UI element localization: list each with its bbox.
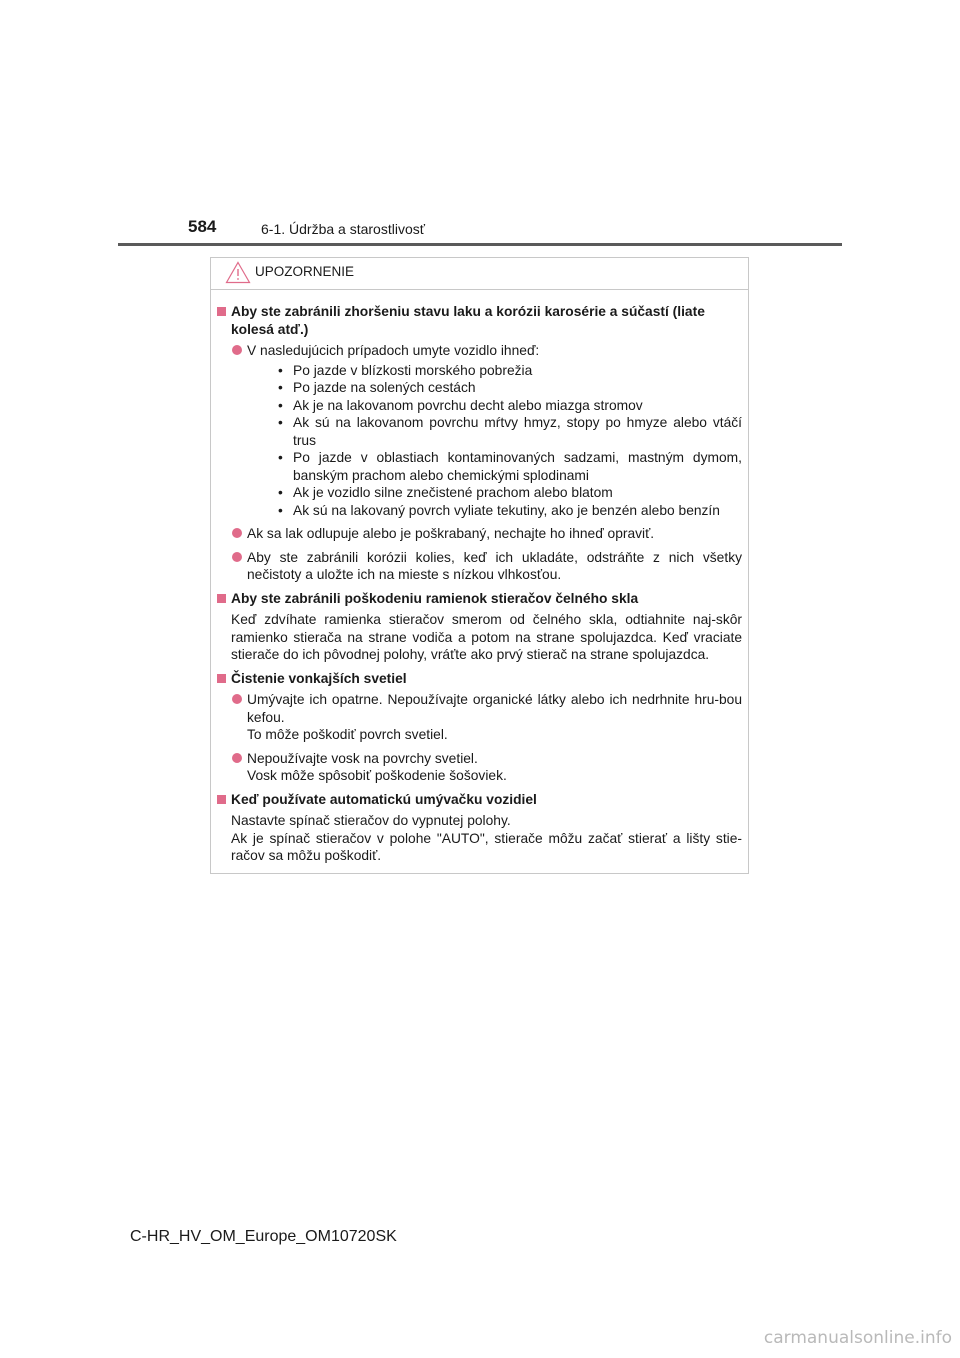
topic-exterior-lights: [217, 670, 742, 785]
bullet-text: Umývajte ich opatrne. Nepoužívajte organické látky alebo ich nedrhnite hru-bou kefou.: [247, 692, 742, 725]
bullet-item: [217, 342, 742, 519]
topic-paragraph: Keď zdvíhate ramienka stieračov smerom od čelného skla, odtiahnite naj-skôr ramienko stierača na strane vodiča a potom na strane spolujazdca. Keď vraciate stierače do ich pôvodnej polohy, vráťte ako prvý stierač na strane spolujazdca.: [231, 612, 742, 662]
sub-list-item: • Po jazde na solených cestách: [278, 380, 476, 395]
caution-box: [210, 257, 749, 874]
circle-bullet-icon: [232, 694, 242, 704]
bullet-text: V nasledujúcich prípadoch umyte vozidlo ihneď:: [247, 343, 540, 358]
bullet-text-continued: To môže poškodiť povrch svetiel.: [247, 727, 448, 742]
bullet-item: [217, 525, 742, 543]
circle-bullet-icon: [232, 528, 242, 538]
warning-triangle-icon: [225, 261, 251, 284]
sub-list-item: • Ak je vozidlo silne znečistené prachom alebo blatom: [278, 485, 613, 500]
topic-title: [217, 670, 742, 688]
bullet-text: Nepoužívajte vosk na povrchy svetiel.: [247, 750, 478, 766]
topic-title: [217, 590, 742, 608]
caution-body: [211, 290, 748, 865]
sub-list-item: • Po jazde v blízkosti morského pobrežia: [278, 362, 533, 378]
square-bullet-icon: [217, 594, 226, 603]
topic-car-wash: [217, 791, 742, 865]
circle-bullet-icon: [232, 345, 242, 355]
bullet-item: [217, 750, 742, 785]
topic-title-text: Keď používate automatickú umývačku vozidiel: [231, 791, 537, 807]
square-bullet-icon: [217, 795, 226, 804]
bullet-text: Ak sa lak odlupuje alebo je poškrabaný, nechajte ho ihneď opraviť.: [247, 526, 655, 541]
sub-list-item: • Ak sú na lakovanom povrchu mŕtvy hmyz, stopy po hmyze alebo vtáčí trus: [278, 415, 742, 448]
topic-title: [217, 791, 742, 809]
bullet-text-continued: Vosk môže spôsobiť poškodenie šošoviek.: [247, 768, 507, 783]
topic-title-text: Aby ste zabránili zhoršeniu stavu laku a korózii karosérie a súčastí (liate kolesá atď.): [231, 304, 705, 337]
circle-bullet-icon: [232, 753, 242, 763]
bullet-item: [217, 691, 742, 744]
topic-title-text: Aby ste zabránili poškodeniu ramienok stieračov čelného skla: [231, 590, 639, 606]
caution-header: [211, 258, 748, 290]
square-bullet-icon: [217, 674, 226, 683]
bullet-item: [217, 549, 742, 584]
circle-bullet-icon: [232, 552, 242, 562]
square-bullet-icon: [217, 307, 226, 316]
bullet-text: Aby ste zabránili korózii kolies, keď ich ukladáte, odstráňte z nich všetky nečistoty a uložte ich na mieste s nízkou vlhkosťou.: [247, 549, 742, 582]
sub-list: [247, 362, 742, 520]
section-title: 6-1. Údržba a starostlivosť: [261, 221, 425, 237]
topic-paint-corrosion: [217, 303, 742, 584]
document-code: C-HR_HV_OM_Europe_OM10720SK: [130, 1228, 397, 1245]
header-divider: [118, 243, 842, 246]
topic-title-text: Čistenie vonkajších svetiel: [231, 670, 407, 686]
page-number: 584: [188, 217, 217, 236]
topic-paragraph: Nastavte spínač stieračov do vypnutej polohy. Ak je spínač stieračov v polohe "AUTO", stierače môžu začať stierať a lišty stie-račov sa môžu poškodiť.: [231, 813, 742, 863]
sub-list-item: • Ak je na lakovanom povrchu decht alebo miazga stromov: [278, 397, 643, 413]
caution-label: UPOZORNENIE: [255, 264, 355, 279]
sub-list-item: • Ak sú na lakovaný povrch vyliate tekutiny, ako je benzén alebo benzín: [278, 502, 720, 518]
sub-list-item: • Po jazde v oblastiach kontaminovaných sadzami, mastným dymom, banským prachom alebo chemickými splodinami: [278, 450, 742, 483]
watermark: carmanualsonline.info: [763, 1328, 952, 1348]
topic-title: [217, 303, 742, 338]
topic-wiper-arms: [217, 590, 742, 664]
